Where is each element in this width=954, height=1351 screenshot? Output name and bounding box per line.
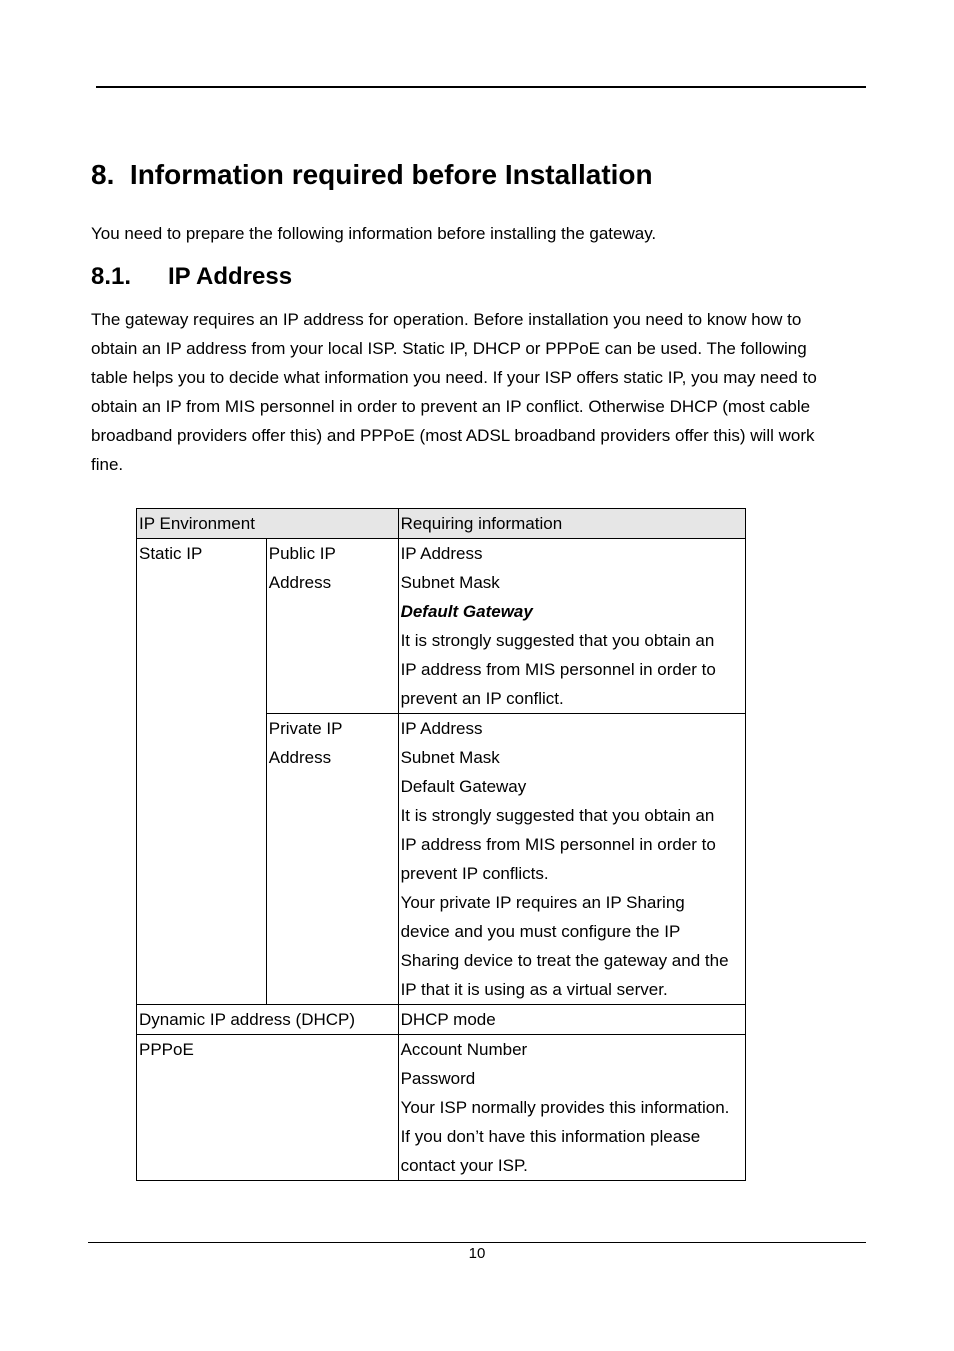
section-number: 8.1. <box>91 263 132 290</box>
ip-info-table <box>136 508 746 1181</box>
dhcp-info: DHCP mode <box>398 1005 745 1035</box>
paragraph-line: broadband providers offer this) and PPPoE (most ADSL broadband providers offer this) will work <box>91 425 815 445</box>
paragraph-line: fine. <box>91 454 124 474</box>
public-ip-info <box>398 539 745 714</box>
info-line: It is strongly suggested that you obtain an <box>400 631 715 650</box>
intro-text: You need to prepare the following information before installing the gateway. <box>91 224 657 243</box>
info-line: Subnet Mask <box>400 748 500 767</box>
table-row <box>137 1005 746 1035</box>
footer-rule <box>88 1242 866 1243</box>
info-line: Your private IP requires an IP Sharing <box>400 893 685 912</box>
info-line: IP Address <box>400 544 483 563</box>
paragraph-line: obtain an IP from MIS personnel in order to prevent an IP conflict. Otherwise DHCP (most cable <box>91 396 811 416</box>
section-title: IP Address <box>168 263 293 290</box>
header-requiring-information: Requiring information <box>398 509 745 539</box>
info-line-emphasis: Default Gateway <box>400 602 533 621</box>
info-line: prevent an IP conflict. <box>400 689 564 708</box>
paragraph-line: table helps you to decide what information you need. If your ISP offers static IP, you may need to <box>91 367 817 387</box>
paragraph-line: obtain an IP address from your local ISP. Static IP, DHCP or PPPoE can be used. The following <box>91 338 807 358</box>
private-ip-info <box>398 714 745 1005</box>
info-line: Password <box>400 1069 476 1088</box>
dhcp-label: Dynamic IP address (DHCP) <box>137 1005 399 1035</box>
public-ip-label <box>266 539 398 714</box>
table-header-row <box>137 509 746 539</box>
info-line: IP address from MIS personnel in order to <box>400 660 716 679</box>
info-line: Sharing device to treat the gateway and the <box>400 951 729 970</box>
info-line: IP Address <box>400 719 483 738</box>
info-line: Default Gateway <box>400 777 527 796</box>
chapter-heading <box>91 157 653 193</box>
chapter-title: Information required before Installation <box>129 159 653 190</box>
label-line: Address <box>268 748 332 767</box>
info-line: Subnet Mask <box>400 573 500 592</box>
page-number: 10 <box>468 1245 486 1262</box>
header-rule <box>96 86 866 88</box>
info-line: Account Number <box>400 1040 528 1059</box>
info-line: If you don’t have this information please <box>400 1127 701 1146</box>
label-line: Public IP <box>268 544 336 563</box>
private-ip-label <box>266 714 398 1005</box>
section-heading <box>91 261 292 293</box>
info-line: prevent IP conflicts. <box>400 864 549 883</box>
section-paragraph <box>91 306 861 479</box>
info-line: IP address from MIS personnel in order to <box>400 835 716 854</box>
static-ip-label: Static IP <box>137 539 267 1005</box>
label-line: Private IP <box>268 719 343 738</box>
label-line: Address <box>268 573 332 592</box>
table-row <box>137 539 746 714</box>
paragraph-line: The gateway requires an IP address for operation. Before installation you need to know how to <box>91 310 802 329</box>
info-line: device and you must configure the IP <box>400 922 681 941</box>
header-ip-environment: IP Environment <box>137 509 399 539</box>
info-line: It is strongly suggested that you obtain an <box>400 806 715 825</box>
info-line: IP that it is using as a virtual server. <box>400 980 668 999</box>
table-row <box>137 1035 746 1181</box>
info-line: Your ISP normally provides this information. <box>400 1098 730 1117</box>
pppoe-info <box>398 1035 745 1181</box>
chapter-number: 8. <box>91 159 115 190</box>
info-line: contact your ISP. <box>400 1156 528 1175</box>
pppoe-label: PPPoE <box>137 1035 399 1181</box>
